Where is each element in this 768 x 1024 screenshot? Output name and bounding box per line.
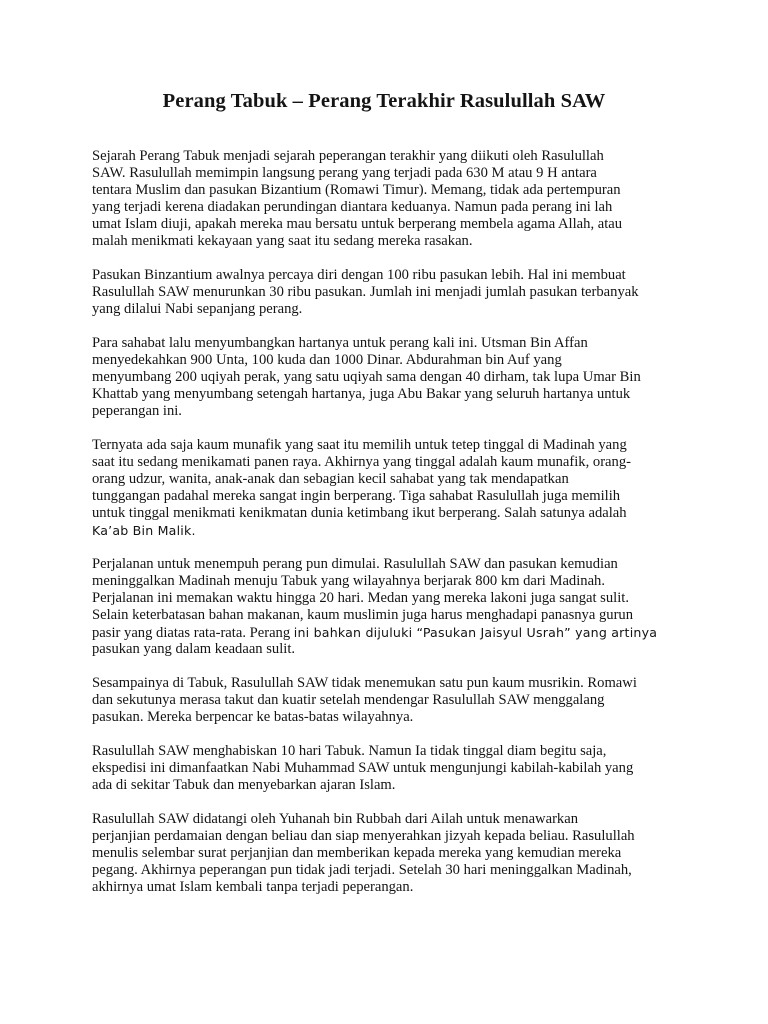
text-line: pasukan yang dalam keadaan sulit. bbox=[92, 641, 296, 657]
text-line: yang terjadi kerena diadakan perundingan diantara keduanya. Namun pada perang ini lah bbox=[92, 199, 613, 215]
text-line: tentara Muslim dan pasukan Bizantium (Romawi Timur). Memang, tidak ada pertempuran bbox=[92, 182, 621, 198]
text-line: ekspedisi ini dimanfaatkan Nabi Muhammad SAW untuk mengunjungi kabilah-kabilah yang bbox=[92, 760, 634, 776]
text-segment: pasir yang diatas rata-rata. Perang bbox=[92, 625, 294, 641]
text-line: menyumbang 200 uqiyah perak, yang satu uqiyah sama dengan 40 dirham, tak lupa Umar Bin bbox=[92, 369, 641, 385]
text-line: Sejarah Perang Tabuk menjadi sejarah peperangan terakhir yang diikuti oleh Rasulullah bbox=[92, 148, 604, 164]
text-line: tunggangan padahal mereka sangat ingin berperang. Tiga sahabat Rasulullah juga memilih bbox=[92, 488, 621, 504]
paragraph-4 bbox=[92, 437, 692, 539]
document-body bbox=[92, 148, 692, 913]
text-line-mixed bbox=[92, 624, 692, 641]
text-line: peperangan ini. bbox=[92, 403, 182, 419]
text-line: Pasukan Binzantium awalnya percaya diri dengan 100 ribu pasukan lebih. Hal ini membuat bbox=[92, 267, 626, 283]
text-line: saat itu sedang menikamati panen raya. Akhirnya yang tinggal adalah kaum munafik, orang- bbox=[92, 454, 631, 470]
paragraph-3 bbox=[92, 335, 692, 420]
text-line: akhirnya umat Islam kembali tanpa terjadi peperangan. bbox=[92, 879, 414, 895]
text-line-alt-font: Ka’ab Bin Malik. bbox=[92, 523, 196, 538]
text-line: pasukan. Mereka berpencar ke batas-batas wilayahnya. bbox=[92, 709, 414, 725]
text-line: dan sekutunya merasa takut dan kuatir setelah mendengar Rasulullah SAW menggalang bbox=[92, 692, 605, 708]
text-line: menyedekahkan 900 Unta, 100 kuda dan 1000 Dinar. Abdurahman bin Auf yang bbox=[92, 352, 562, 368]
paragraph-5 bbox=[92, 556, 692, 658]
text-line: Khattab yang menyumbang setengah hartanya, juga Abu Bakar yang seluruh hartanya untuk bbox=[92, 386, 631, 402]
text-line: orang udzur, wanita, anak-anak dan sebagian kecil sahabat yang tak mendapatkan bbox=[92, 471, 569, 487]
text-segment-alt-font: ini bahkan dijuluki “Pasukan Jaisyul Usrah” yang artinya bbox=[293, 625, 658, 640]
text-line: Ternyata ada saja kaum munafik yang saat itu memilih untuk tetep tinggal di Madinah yang bbox=[92, 437, 627, 453]
text-line: SAW. Rasulullah memimpin langsung perang yang terjadi pada 630 M atau 9 H antara bbox=[92, 165, 597, 181]
text-line: untuk tinggal menikmati kenikmatan dunia ketimbang ikut berperang. Salah satunya adalah bbox=[92, 505, 627, 521]
paragraph-6 bbox=[92, 675, 692, 726]
paragraph-7 bbox=[92, 743, 692, 794]
document-title: Perang Tabuk – Perang Terakhir Rasulullah SAW bbox=[162, 90, 606, 112]
text-line: Rasulullah SAW menghabiskan 10 hari Tabuk. Namun Ia tidak tinggal diam begitu saja, bbox=[92, 743, 607, 759]
text-line: menulis selembar surat perjanjian dan memberikan kepada mereka yang kemudian mereka bbox=[92, 845, 622, 861]
text-line: ada di sekitar Tabuk dan menyebarkan ajaran Islam. bbox=[92, 777, 396, 793]
text-line: pegang. Akhirnya peperangan pun tidak jadi terjadi. Setelah 30 hari meninggalkan Madinah, bbox=[92, 862, 632, 878]
text-line: Perjalanan ini memakan waktu hingga 20 hari. Medan yang mereka lakoni juga sangat sulit. bbox=[92, 590, 629, 606]
text-line: Rasulullah SAW menurunkan 30 ribu pasukan. Jumlah ini menjadi jumlah pasukan terbanyak bbox=[92, 284, 639, 300]
text-line: umat Islam diuji, apakah mereka mau bersatu untuk berperang membela agama Allah, atau bbox=[92, 216, 623, 232]
text-line: Para sahabat lalu menyumbangkan hartanya untuk perang kali ini. Utsman Bin Affan bbox=[92, 335, 588, 351]
text-line: Selain keterbatasan bahan makanan, kaum muslimin juga harus menghadapi panasnya gurun bbox=[92, 607, 634, 623]
text-line: yang dilalui Nabi sepanjang perang. bbox=[92, 301, 303, 317]
paragraph-1 bbox=[92, 148, 692, 250]
paragraph-2 bbox=[92, 267, 692, 318]
text-line: meninggalkan Madinah menuju Tabuk yang wilayahnya berjarak 800 km dari Madinah. bbox=[92, 573, 605, 589]
text-line: Sesampainya di Tabuk, Rasulullah SAW tidak menemukan satu pun kaum musrikin. Romawi bbox=[92, 675, 637, 691]
text-line: Perjalanan untuk menempuh perang pun dimulai. Rasulullah SAW dan pasukan kemudian bbox=[92, 556, 618, 572]
text-line: perjanjian perdamaian dengan beliau dan siap menyerahkan jizyah kepada beliau. Rasulullah bbox=[92, 828, 635, 844]
paragraph-8 bbox=[92, 811, 692, 896]
text-line: Rasulullah SAW didatangi oleh Yuhanah bin Rubbah dari Ailah untuk menawarkan bbox=[92, 811, 579, 827]
text-line: malah menikmati kekayaan yang saat itu sedang mereka rasakan. bbox=[92, 233, 473, 249]
